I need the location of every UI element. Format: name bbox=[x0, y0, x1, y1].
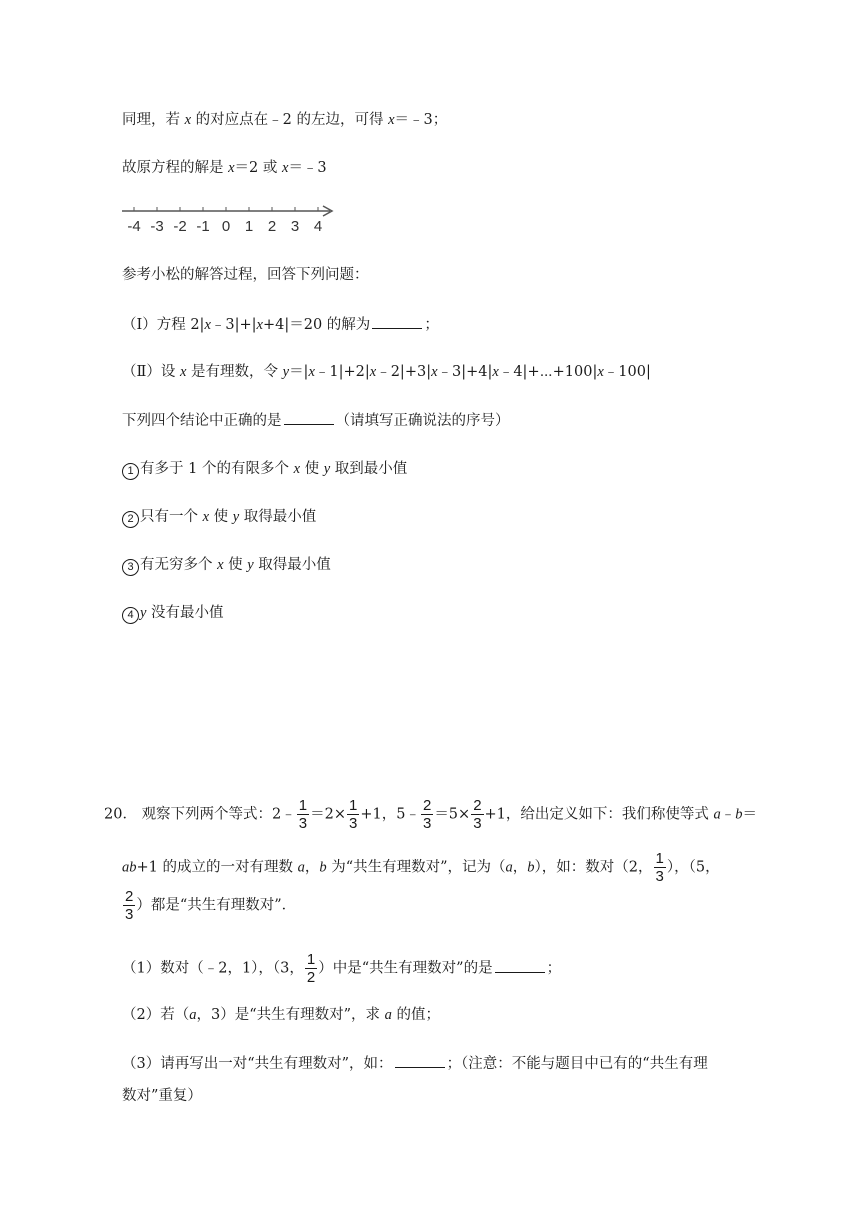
text: ﹣4|+⋯+100| bbox=[498, 364, 598, 380]
text: +1 的成立的一对有理数 bbox=[136, 859, 298, 876]
var-x: x bbox=[256, 317, 263, 333]
circled-number-marker: 4 bbox=[122, 607, 139, 624]
text: +1，5﹣ bbox=[360, 806, 420, 823]
number-line-tick-label: 4 bbox=[313, 218, 323, 235]
numerator: 1 bbox=[306, 951, 316, 968]
number-line-tick-label: 0 bbox=[221, 218, 231, 235]
problem-20-q1 bbox=[122, 951, 561, 986]
text: 数对”重复） bbox=[122, 1088, 202, 1104]
intro-line-2 bbox=[122, 158, 327, 178]
text: ， bbox=[512, 859, 528, 876]
var-x: x bbox=[184, 112, 192, 128]
text: ＝5× bbox=[434, 806, 471, 823]
var-x: x bbox=[308, 364, 315, 380]
number-line-tick-label: -2 bbox=[173, 218, 187, 235]
denominator: 3 bbox=[125, 906, 134, 923]
denominator: 3 bbox=[422, 815, 432, 832]
var-a: a bbox=[297, 859, 305, 876]
option-3 bbox=[122, 555, 331, 576]
numerator: 2 bbox=[473, 797, 482, 814]
text: ）中是“共生有理数对”的是 bbox=[318, 960, 493, 977]
fraction-1-3 bbox=[347, 797, 359, 832]
var-y: y bbox=[232, 509, 240, 525]
text: 观察下列两个等式：2﹣ bbox=[141, 806, 296, 823]
text: 的值； bbox=[391, 1007, 441, 1023]
fraction-1-3 bbox=[297, 797, 309, 832]
text: ﹣ bbox=[720, 806, 736, 823]
numerator: 2 bbox=[125, 888, 134, 905]
text: ，3）是“共生有理数对”，求 bbox=[196, 1007, 385, 1023]
var-b: b bbox=[735, 806, 743, 823]
text: 是有理数，令 bbox=[186, 364, 283, 380]
var-x: x bbox=[204, 317, 211, 333]
answer-blank[interactable] bbox=[395, 1053, 445, 1068]
text: 取到最小值 bbox=[330, 461, 408, 477]
numerator: 2 bbox=[422, 797, 432, 814]
var-x: x bbox=[597, 364, 604, 380]
text: 下列四个结论中正确的是 bbox=[122, 413, 282, 429]
text: （1）数对（﹣2，1），（3， bbox=[122, 960, 304, 977]
instruction-text: 参考小松的解答过程，回答下列问题： bbox=[122, 267, 369, 283]
text: 有多于 1 个的有限多个 bbox=[140, 461, 294, 477]
text: ； bbox=[546, 960, 562, 977]
intro-line-1 bbox=[122, 110, 447, 130]
var-x: x bbox=[202, 509, 210, 525]
numerator: 1 bbox=[349, 797, 358, 814]
text: （Ⅱ）设 bbox=[122, 364, 180, 380]
instruction bbox=[122, 265, 369, 285]
answer-blank[interactable] bbox=[372, 314, 422, 329]
text: 有无穷多个 bbox=[140, 557, 218, 573]
text: 为“共生有理数对”，记为（ bbox=[326, 859, 506, 876]
denominator: 3 bbox=[655, 868, 664, 885]
problem-20-line-1 bbox=[104, 797, 757, 832]
var-y: y bbox=[323, 461, 331, 477]
text: ＝| bbox=[289, 364, 309, 380]
denominator: 3 bbox=[298, 815, 308, 832]
text: 只有一个 bbox=[140, 509, 203, 525]
var-x: x bbox=[217, 557, 224, 573]
var-y: y bbox=[140, 605, 147, 621]
text: ﹣100| bbox=[603, 364, 651, 380]
number-line-tick-label: 3 bbox=[290, 218, 300, 235]
number-line-figure bbox=[120, 202, 350, 238]
option-2 bbox=[122, 507, 316, 528]
text: （3）请再写出一对“共生有理数对”，如： bbox=[122, 1056, 393, 1072]
var-y: y bbox=[282, 364, 290, 380]
circled-number-marker: 1 bbox=[122, 463, 139, 480]
var-x: x bbox=[179, 364, 187, 380]
answer-blank[interactable] bbox=[495, 958, 545, 973]
text: 取得最小值 bbox=[239, 509, 317, 525]
var-a: a bbox=[505, 859, 513, 876]
problem-20-line-3 bbox=[122, 888, 296, 923]
denominator: 3 bbox=[349, 815, 358, 832]
text: 使 bbox=[223, 557, 248, 573]
fraction-1-3 bbox=[654, 850, 666, 885]
text: （2）若（ bbox=[122, 1007, 190, 1023]
text: 取得最小值 bbox=[253, 557, 331, 573]
var-a: a bbox=[713, 806, 721, 823]
denominator: 3 bbox=[473, 815, 482, 832]
number-line-tick-label: -3 bbox=[150, 218, 164, 235]
text: ；（注意：不能与题目中已有的“共生有理 bbox=[446, 1056, 708, 1072]
var-a: a bbox=[384, 1007, 392, 1023]
problem-20-q2 bbox=[122, 1005, 440, 1025]
var-x: x bbox=[369, 364, 377, 380]
text: ﹣1|+2| bbox=[314, 364, 370, 380]
text: 没有最小值 bbox=[146, 605, 224, 621]
text: ＝2× bbox=[310, 806, 347, 823]
text: ， bbox=[304, 859, 320, 876]
answer-blank[interactable] bbox=[284, 410, 334, 425]
text: （Ⅰ）方程 2| bbox=[122, 317, 205, 333]
text: ； bbox=[424, 317, 439, 333]
var-a: a bbox=[189, 1007, 197, 1023]
problem-20-q3 bbox=[122, 1053, 708, 1074]
problem-number: 20． bbox=[104, 806, 137, 823]
number-line-tick-label: 2 bbox=[267, 218, 277, 235]
var-x: x bbox=[228, 160, 235, 176]
number-line-tick-label: 1 bbox=[244, 218, 254, 235]
var-ab: ab bbox=[122, 859, 137, 876]
denominator: 2 bbox=[306, 969, 316, 986]
text: 故原方程的解是 bbox=[122, 160, 229, 176]
text: +4|＝20 的解为 bbox=[262, 317, 371, 333]
text: （请填写正确说法的序号） bbox=[335, 413, 510, 429]
circled-number-marker: 2 bbox=[122, 511, 139, 528]
text: ＝﹣3； bbox=[394, 112, 448, 128]
numerator: 1 bbox=[655, 850, 664, 867]
text: ＝ bbox=[742, 806, 758, 823]
circled-number-marker: 3 bbox=[122, 559, 139, 576]
part-1 bbox=[122, 314, 439, 335]
question bbox=[122, 410, 510, 431]
text: ＝2 或 bbox=[234, 160, 282, 176]
fraction-2-3 bbox=[471, 797, 483, 832]
var-y: y bbox=[247, 557, 254, 573]
var-x: x bbox=[388, 112, 395, 128]
var-b: b bbox=[527, 859, 535, 876]
var-x: x bbox=[282, 160, 289, 176]
text: ＝﹣3 bbox=[288, 160, 327, 176]
text: 使 bbox=[209, 509, 233, 525]
option-1 bbox=[122, 459, 407, 480]
number-line-tick-label: -4 bbox=[127, 218, 141, 235]
problem-20-q3-cont bbox=[122, 1086, 202, 1106]
text: ），如：数对（2， bbox=[534, 859, 653, 876]
number-line-tick-label: -1 bbox=[196, 218, 210, 235]
fraction-1-2 bbox=[305, 951, 317, 986]
text: +1，给出定义如下：我们称使等式 bbox=[484, 806, 714, 823]
numerator: 1 bbox=[298, 797, 308, 814]
var-x: x bbox=[431, 364, 438, 380]
var-x: x bbox=[492, 364, 499, 380]
text: ﹣3|+| bbox=[210, 317, 257, 333]
var-b: b bbox=[319, 859, 327, 876]
problem-20-line-2 bbox=[122, 850, 720, 885]
text: 的对应点在﹣2 的左边，可得 bbox=[191, 112, 389, 128]
text: ﹣2|+3| bbox=[376, 364, 432, 380]
text: ）都是“共生有理数对”． bbox=[136, 897, 297, 914]
text: 同理，若 bbox=[122, 112, 185, 128]
fraction-2-3 bbox=[123, 888, 135, 923]
option-4 bbox=[122, 603, 224, 624]
var-x: x bbox=[293, 461, 300, 477]
text: ﹣3|+4| bbox=[437, 364, 493, 380]
text: 使 bbox=[300, 461, 324, 477]
text: ），（5， bbox=[666, 859, 720, 876]
fraction-2-3 bbox=[421, 797, 433, 832]
part-2 bbox=[122, 362, 651, 382]
